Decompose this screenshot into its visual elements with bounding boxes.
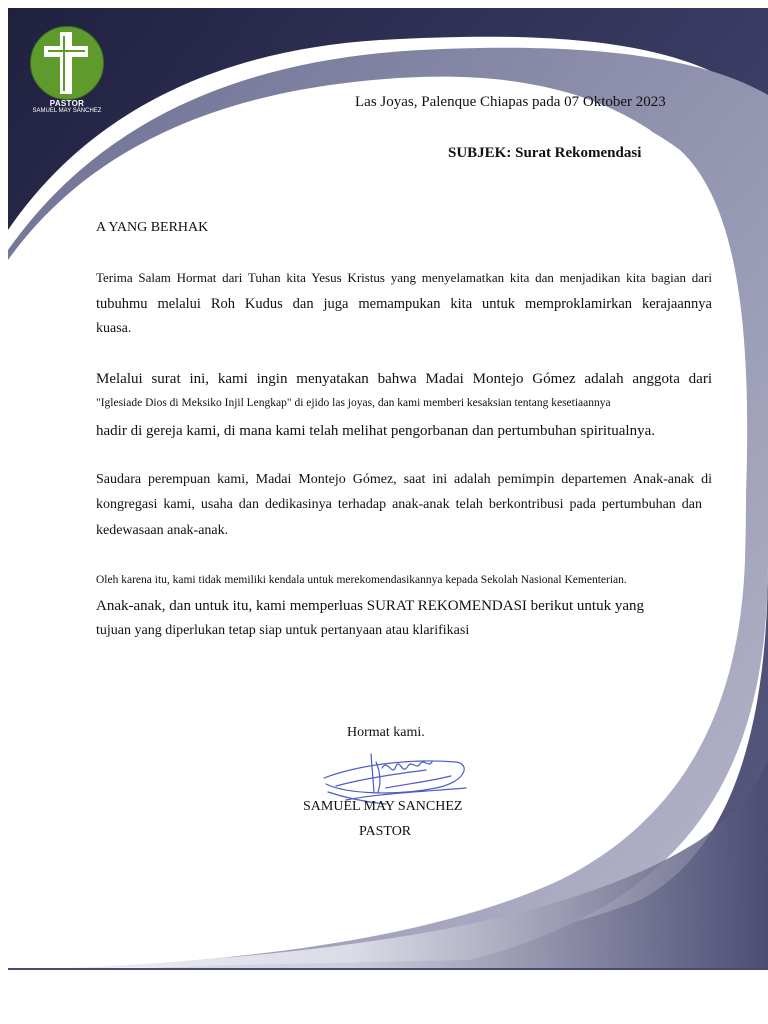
logo-subtitle: SAMUEL MAY SÁNCHEZ — [32, 108, 102, 114]
paragraph-1-line-2: tubuhmu melalui Roh Kudus dan juga memampukan kita untuk memproklamirkan kerajaannya — [96, 296, 712, 312]
paragraph-3-line-3: kedewasaan anak-anak. — [96, 523, 229, 538]
paragraph-2-line-1: Melalui surat ini, kami ingin menyatakan bahwa Madai Montejo Gómez adalah anggota dari — [96, 371, 712, 387]
logo-title: PASTOR — [49, 99, 85, 108]
paragraph-3-line-2: kongregasi kami, usaha dan dedikasinya terhadap anak-anak telah berkontribusi pada pertumbuhan dan — [96, 497, 702, 512]
salutation: A YANG BERHAK — [96, 220, 209, 235]
paragraph-4-line-1: Oleh karena itu, kami tidak memiliki kendala untuk merekomendasikannya kepada Sekolah Nasional Kementerian. — [96, 574, 627, 586]
signer-name: SAMUEL MAY SANCHEZ — [303, 799, 463, 814]
cross-icon — [30, 26, 102, 98]
paragraph-1-line-3: kuasa. — [96, 321, 132, 336]
paragraph-3-line-1: Saudara perempuan kami, Madai Montejo Gómez, saat ini adalah pemimpin departemen Anak-anak di — [96, 472, 712, 487]
paragraph-2-line-3: hadir di gereja kami, di mana kami telah melihat pengorbanan dan pertumbuhan spiritualnya. — [96, 423, 655, 439]
paragraph-4-line-3: tujuan yang diperlukan tetap siap untuk pertanyaan atau klarifikasi — [96, 623, 470, 638]
bottom-rule — [8, 968, 768, 970]
subject-line: SUBJEK: Surat Rekomendasi — [448, 145, 642, 161]
content-area-fill — [8, 300, 88, 966]
paragraph-2-line-2: "Iglesiade Dios di Meksiko Injil Lengkap" di ejido las joyas, dan kami memberi kesaksian tentang kesetiaannya — [96, 397, 611, 409]
signer-title: PASTOR — [359, 824, 412, 839]
closing: Hormat kami. — [347, 725, 425, 740]
paragraph-4-line-2: Anak-anak, dan untuk itu, kami memperluas SURAT REKOMENDASI berikut untuk yang — [96, 598, 644, 614]
pastor-logo — [28, 26, 106, 118]
place-date: Las Joyas, Palenque Chiapas pada 07 Oktober 2023 — [355, 94, 666, 110]
paragraph-1-line-1: Terima Salam Hormat dari Tuhan kita Yesus Kristus yang menyelamatkan kita dan menjadikan kita bagian dari — [96, 270, 712, 285]
